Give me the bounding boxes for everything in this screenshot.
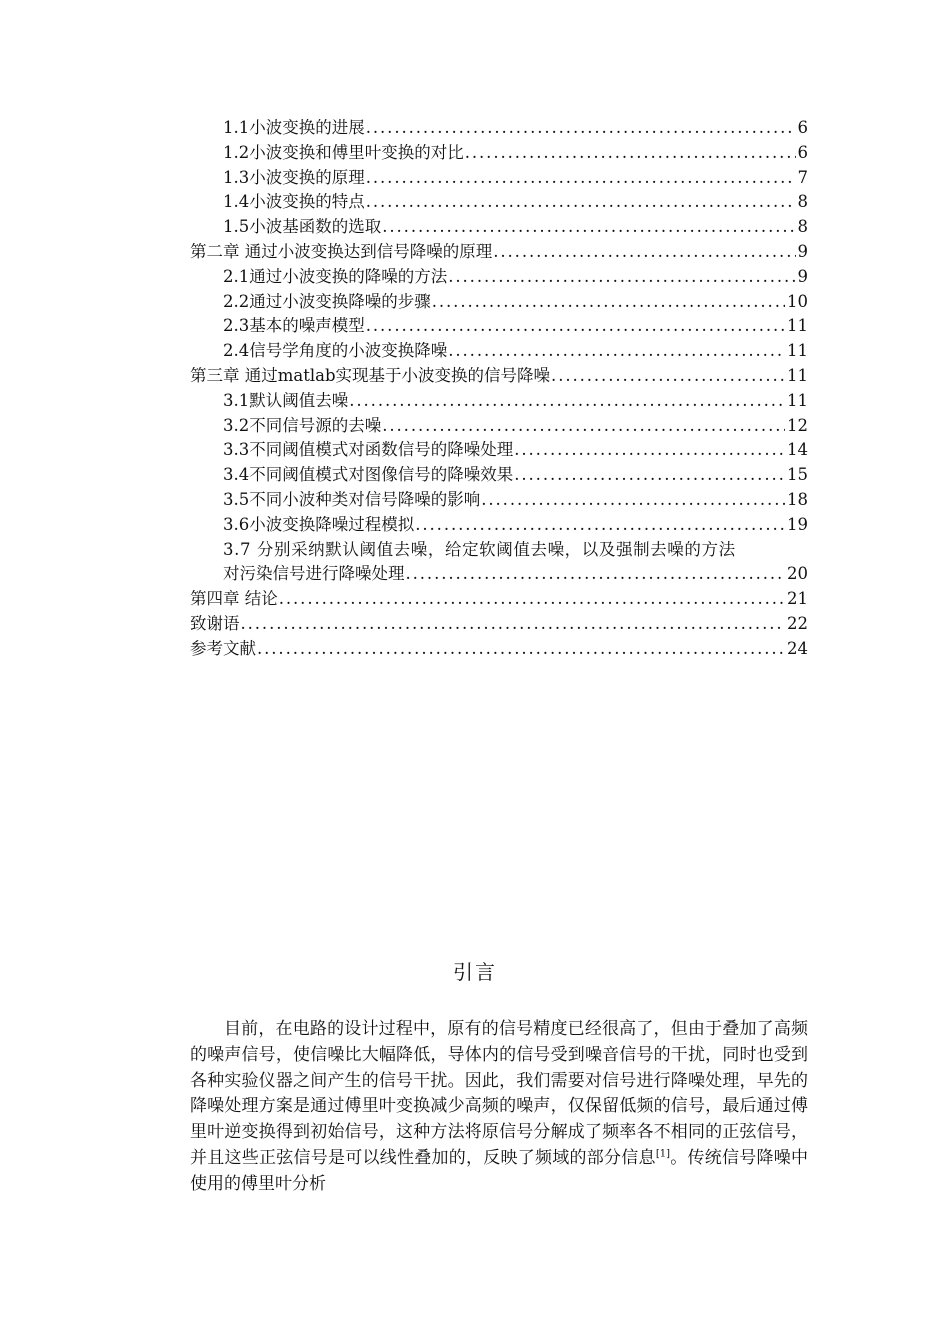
toc-entry-page: 15 (787, 465, 808, 485)
toc-entry-title: 2.3基本的噪声模型 (223, 316, 365, 336)
toc-entry-chapter-2[interactable] (190, 240, 808, 265)
toc-entry-title-line1: 3.7 分别采纳默认阈值去噪，给定软阈值去噪，以及强制去噪的方法 (223, 539, 736, 559)
toc-entry-title: 3.6小波变换降噪过程模拟 (223, 514, 415, 534)
toc-dot-leader (465, 141, 796, 166)
toc-dot-leader (514, 438, 785, 463)
toc-entry-title: 1.3小波变换的原理 (223, 167, 365, 187)
toc-entry-page: 10 (787, 291, 808, 311)
toc-entry-chapter-4[interactable] (190, 587, 808, 612)
toc-entry-3-2[interactable] (190, 414, 808, 439)
toc-dot-leader (366, 314, 785, 339)
toc-dot-leader (382, 215, 795, 240)
toc-entry-3-7[interactable] (190, 538, 808, 588)
toc-entry-title: 3.1默认阈值去噪 (223, 390, 349, 410)
toc-entry-1-2[interactable] (190, 141, 808, 166)
toc-entry-title: 1.1小波变换的进展 (223, 118, 365, 137)
toc-entry-title-line2: 对污染信号进行降噪处理 (223, 564, 405, 584)
toc-entry-page: 8 (797, 192, 808, 212)
toc-entry-page: 11 (787, 341, 808, 361)
toc-entry-references[interactable] (190, 637, 808, 662)
toc-dot-leader (448, 339, 785, 364)
toc-entry-title: 致谢语 (190, 613, 240, 633)
toc-dot-leader (551, 364, 785, 389)
introduction-text-part1: 目前，在电路的设计过程中，原有的信号精度已经很高了，但由于叠加了高频的噪声信号，使信噪比大幅降低，导体内的信号受到噪音信号的干扰，同时也受到各种实验仪器之间产生的信号干扰。因此，我们需要对信号进行降噪处理，早先的降噪处理方案是通过傅里叶变换减少高频的噪声，仅保留低频的信号，最后通过傅里叶逆变换得到初始信号，这种方法将原信号分解成了频率各不相同的正弦信号，并且这些正弦信号是可以线性叠加的，反映了频域的部分信息 (190, 1019, 808, 1168)
toc-entry-3-1[interactable] (190, 389, 808, 414)
toc-entry-2-3[interactable] (190, 314, 808, 339)
toc-entry-2-2[interactable] (190, 290, 808, 315)
toc-entry-page: 11 (787, 390, 808, 410)
toc-entry-page: 21 (787, 589, 808, 609)
toc-entry-title: 2.1通过小波变换的降噪的方法 (223, 266, 448, 286)
introduction-heading: 引言 (453, 960, 497, 984)
toc-entry-page: 11 (787, 365, 808, 385)
toc-entry-3-6[interactable] (190, 513, 808, 538)
toc-entry-title: 2.2通过小波变换降噪的步骤 (223, 291, 431, 311)
toc-dot-leader (366, 166, 796, 191)
toc-entry-title: 第二章 通过小波变换达到信号降噪的原理 (190, 241, 493, 261)
toc-entry-1-5[interactable] (190, 215, 808, 240)
toc-entry-page: 6 (797, 142, 808, 162)
toc-dot-leader (279, 587, 785, 612)
table-of-contents (190, 116, 808, 662)
toc-dot-leader (493, 240, 795, 265)
toc-dot-leader (415, 513, 785, 538)
toc-entry-title: 1.5小波基函数的选取 (223, 217, 382, 237)
toc-entry-title: 第四章 结论 (190, 589, 278, 609)
toc-entry-title: 2.4信号学角度的小波变换降噪 (223, 341, 448, 361)
toc-entry-page: 9 (797, 266, 808, 286)
toc-entry-page: 12 (787, 415, 808, 435)
toc-entry-second-line (223, 562, 808, 587)
toc-entry-2-4[interactable] (190, 339, 808, 364)
introduction-paragraph (190, 1017, 808, 1198)
toc-entry-1-4[interactable] (190, 190, 808, 215)
toc-entry-1-1[interactable] (190, 116, 808, 141)
toc-entry-title: 1.2小波变换和傅里叶变换的对比 (223, 142, 464, 162)
toc-entry-3-3[interactable] (190, 438, 808, 463)
toc-dot-leader (241, 612, 786, 637)
toc-entry-title: 参考文献 (190, 638, 256, 658)
toc-entry-2-1[interactable] (190, 265, 808, 290)
toc-dot-leader (349, 389, 785, 414)
toc-entry-title: 3.4不同阈值模式对图像信号的降噪效果 (223, 465, 514, 485)
toc-entry-page: 22 (787, 613, 808, 633)
toc-entry-1-3[interactable] (190, 166, 808, 191)
toc-dot-leader (366, 116, 796, 141)
toc-entry-acknowledgements[interactable] (190, 612, 808, 637)
citation-reference[interactable]: [1] (655, 1148, 670, 1160)
toc-entry-3-5[interactable] (190, 488, 808, 513)
toc-entry-page: 24 (787, 638, 808, 658)
toc-dot-leader (406, 562, 786, 587)
toc-entry-page: 8 (797, 217, 808, 237)
toc-dot-leader (257, 637, 785, 662)
toc-dot-leader (366, 190, 796, 215)
toc-entry-page: 6 (797, 118, 808, 137)
toc-dot-leader (382, 414, 785, 439)
introduction-text-part2: 。传统信号降噪中使用的傅里叶分析 (190, 1147, 809, 1194)
toc-dot-leader (432, 290, 785, 315)
toc-entry-title: 3.3不同阈值模式对函数信号的降噪处理 (223, 440, 514, 460)
toc-entry-title: 1.4小波变换的特点 (223, 192, 365, 212)
toc-entry-page: 9 (797, 241, 808, 261)
toc-entry-page: 11 (787, 316, 808, 336)
toc-entry-3-4[interactable] (190, 463, 808, 488)
toc-entry-page: 7 (797, 167, 808, 187)
toc-entry-page: 18 (787, 489, 808, 509)
toc-entry-title: 3.5不同小波种类对信号降噪的影响 (223, 489, 481, 509)
toc-entry-page: 19 (787, 514, 808, 534)
toc-entry-title: 第三章 通过matlab实现基于小波变换的信号降噪 (190, 365, 551, 385)
toc-entry-page: 14 (787, 440, 808, 460)
toc-dot-leader (514, 463, 785, 488)
toc-dot-leader (481, 488, 785, 513)
toc-entry-title: 3.2不同信号源的去噪 (223, 415, 382, 435)
toc-entry-chapter-3[interactable] (190, 364, 808, 389)
toc-entry-page: 20 (787, 564, 808, 584)
toc-dot-leader (448, 265, 795, 290)
